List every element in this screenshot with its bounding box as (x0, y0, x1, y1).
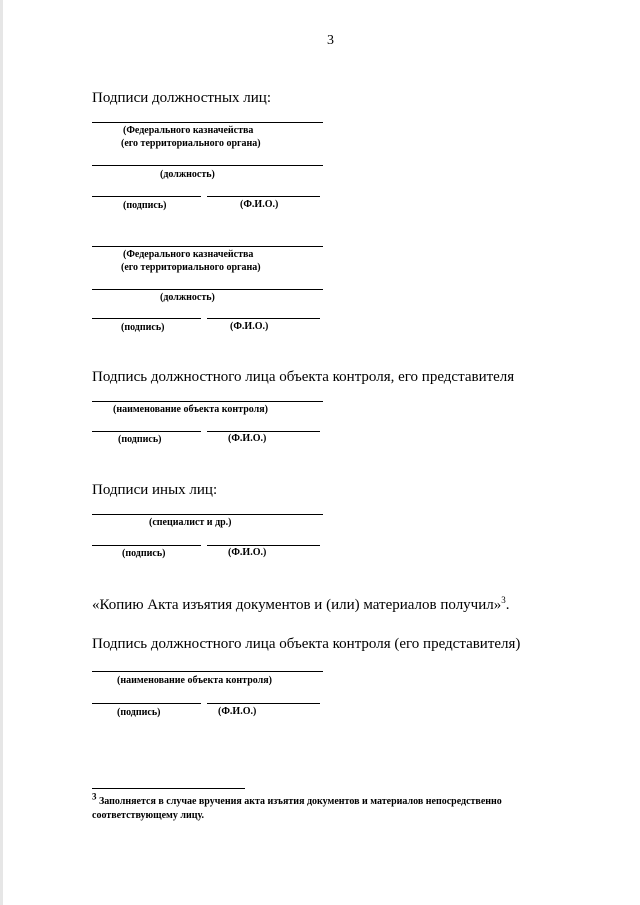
signature-line-4 (92, 545, 201, 546)
signature-label-4: (подпись) (122, 548, 166, 559)
signature-label-5: (подпись) (117, 707, 161, 718)
position-line-2 (92, 289, 323, 290)
position-label-1: (должность) (160, 169, 215, 180)
scan-edge (0, 0, 3, 905)
position-label-2: (должность) (160, 292, 215, 303)
object-name-line-2 (92, 671, 323, 672)
signature-line-1 (92, 196, 201, 197)
position-line-1 (92, 165, 323, 166)
footnote-line-1 (92, 791, 502, 808)
footnote-text-1: Заполняется в случае вручения акта изъятия документов и материалов непосредственно (96, 796, 502, 807)
copy-received-heading (92, 597, 509, 614)
footnote-line-2: соответствующему лицу. (92, 810, 204, 821)
copy-received-text: «Копию Акта изъятия документов и (или) материалов получил» (92, 597, 502, 613)
name-label-4: (Ф.И.О.) (228, 547, 267, 558)
footnote-ref: 3 (501, 595, 506, 605)
org-label-1b: (его территориального органа) (121, 138, 261, 149)
name-line-2 (207, 318, 320, 319)
control-object-rep-heading: Подпись должностного лица объекта контроля (его представителя) (92, 636, 521, 652)
object-name-label-2: (наименование объекта контроля) (117, 675, 272, 686)
signature-line-5 (92, 703, 201, 704)
other-persons-heading: Подписи иных лиц: (92, 482, 218, 498)
name-line-5 (207, 703, 320, 704)
signature-line-2 (92, 318, 201, 319)
footnote-separator (92, 788, 245, 789)
signature-line-3 (92, 431, 201, 432)
org-line-2 (92, 246, 323, 247)
name-line-1 (207, 196, 320, 197)
name-line-3 (207, 431, 320, 432)
org-label-2b: (его территориального органа) (121, 262, 261, 273)
object-name-line-1 (92, 401, 323, 402)
name-label-2: (Ф.И.О.) (230, 321, 269, 332)
name-label-3: (Ф.И.О.) (228, 433, 267, 444)
name-line-4 (207, 545, 320, 546)
control-object-heading: Подпись должностного лица объекта контроля, его представителя (92, 369, 515, 385)
org-label-1a: (Федерального казначейства (123, 125, 254, 136)
specialist-label: (специалист и др.) (149, 517, 232, 528)
signature-label-3: (подпись) (118, 434, 162, 445)
org-line-1 (92, 122, 323, 123)
officials-heading: Подписи должностных лиц: (92, 90, 271, 106)
signature-label-1: (подпись) (123, 200, 167, 211)
object-name-label-1: (наименование объекта контроля) (113, 404, 268, 415)
name-label-5: (Ф.И.О.) (218, 706, 257, 717)
org-label-2a: (Федерального казначейства (123, 249, 254, 260)
specialist-line (92, 514, 323, 515)
footnote-marker: 3 (92, 791, 97, 802)
page-number: 3 (327, 33, 334, 48)
name-label-1: (Ф.И.О.) (240, 199, 279, 210)
copy-received-period: . (505, 597, 510, 613)
signature-label-2: (подпись) (121, 322, 165, 333)
